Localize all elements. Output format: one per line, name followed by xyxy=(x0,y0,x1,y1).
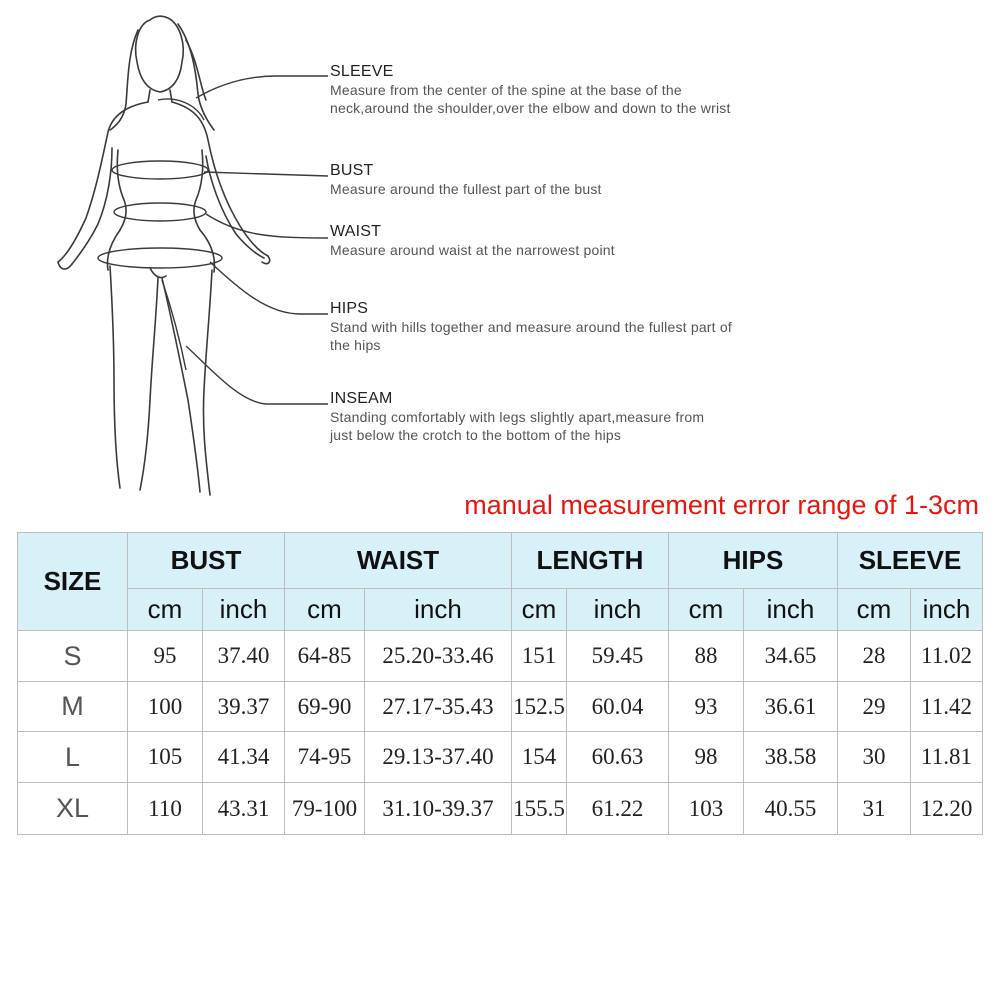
table-cell: 69-90 xyxy=(285,682,365,732)
table-cell: 60.63 xyxy=(567,732,669,783)
table-cell: 11.42 xyxy=(911,682,983,732)
table-cell: 100 xyxy=(128,682,203,732)
table-cell: 11.81 xyxy=(911,732,983,783)
size-cell: XL xyxy=(18,783,128,835)
table-cell: 152.5 xyxy=(512,682,567,732)
table-cell: 95 xyxy=(128,631,203,682)
guide-waist xyxy=(330,223,750,259)
guide-title: INSEAM xyxy=(330,390,393,407)
size-cell: M xyxy=(18,682,128,732)
table-cell: 110 xyxy=(128,783,203,835)
table-cell: 34.65 xyxy=(744,631,838,682)
table-cell: 154 xyxy=(512,732,567,783)
guide-description: Standing comfortably with legs slightly apart,measure from just below the crotch to the bottom of the hips xyxy=(330,409,705,443)
unit-header: cm xyxy=(285,589,365,631)
group-header: BUST xyxy=(128,533,285,589)
measurement-error-note: manual measurement error range of 1-3cm xyxy=(464,490,979,520)
table-cell: 27.17-35.43 xyxy=(365,682,512,732)
table-cell: 41.34 xyxy=(203,732,285,783)
guide-description: Stand with hills together and measure around the fullest part of the hips xyxy=(330,319,732,353)
table-cell: 30 xyxy=(838,732,911,783)
table-cell: 25.20-33.46 xyxy=(365,631,512,682)
table-cell: 31 xyxy=(838,783,911,835)
unit-header: inch xyxy=(744,589,838,631)
table-cell: 79-100 xyxy=(285,783,365,835)
guide-title: SLEEVE xyxy=(330,63,394,80)
guide-description: Measure around the fullest part of the bust xyxy=(330,181,602,197)
table-cell: 103 xyxy=(669,783,744,835)
unit-header: inch xyxy=(365,589,512,631)
guide-inseam xyxy=(330,390,750,444)
guide-hips xyxy=(330,300,750,354)
unit-header: cm xyxy=(128,589,203,631)
table-cell: 155.5 xyxy=(512,783,567,835)
table-cell: 39.37 xyxy=(203,682,285,732)
guide-title: WAIST xyxy=(330,223,382,240)
table-cell: 38.58 xyxy=(744,732,838,783)
group-header: LENGTH xyxy=(512,533,669,589)
table-row xyxy=(18,682,983,732)
table-cell: 105 xyxy=(128,732,203,783)
unit-header: cm xyxy=(512,589,567,631)
table-cell: 151 xyxy=(512,631,567,682)
size-chart-table xyxy=(17,532,983,835)
group-header: SLEEVE xyxy=(838,533,983,589)
size-cell: S xyxy=(18,631,128,682)
group-header: WAIST xyxy=(285,533,512,589)
guide-description: Measure around waist at the narrowest point xyxy=(330,242,615,258)
table-cell: 64-85 xyxy=(285,631,365,682)
table-cell: 37.40 xyxy=(203,631,285,682)
group-header: HIPS xyxy=(669,533,838,589)
unit-header: inch xyxy=(203,589,285,631)
table-cell: 31.10-39.37 xyxy=(365,783,512,835)
unit-header: inch xyxy=(911,589,983,631)
table-cell: 61.22 xyxy=(567,783,669,835)
guide-title: HIPS xyxy=(330,300,369,317)
guide-bust xyxy=(330,162,750,198)
guide-sleeve xyxy=(330,63,750,117)
guide-description: Measure from the center of the spine at the base of the neck,around the shoulder,over the elbow and down to the wrist xyxy=(330,82,731,116)
unit-header: cm xyxy=(838,589,911,631)
table-cell: 40.55 xyxy=(744,783,838,835)
table-cell: 93 xyxy=(669,682,744,732)
table-cell: 98 xyxy=(669,732,744,783)
table-cell: 60.04 xyxy=(567,682,669,732)
body-figure-illustration xyxy=(40,8,340,503)
table-cell: 36.61 xyxy=(744,682,838,732)
table-row xyxy=(18,783,983,835)
unit-header: inch xyxy=(567,589,669,631)
table-row xyxy=(18,631,983,682)
guide-title: BUST xyxy=(330,162,374,179)
table-cell: 28 xyxy=(838,631,911,682)
table-cell: 59.45 xyxy=(567,631,669,682)
table-cell: 11.02 xyxy=(911,631,983,682)
size-header: SIZE xyxy=(18,533,128,631)
table-cell: 29 xyxy=(838,682,911,732)
size-cell: L xyxy=(18,732,128,783)
table-cell: 88 xyxy=(669,631,744,682)
table-row xyxy=(18,732,983,783)
unit-header: cm xyxy=(669,589,744,631)
table-cell: 43.31 xyxy=(203,783,285,835)
table-cell: 74-95 xyxy=(285,732,365,783)
table-cell: 12.20 xyxy=(911,783,983,835)
table-cell: 29.13-37.40 xyxy=(365,732,512,783)
